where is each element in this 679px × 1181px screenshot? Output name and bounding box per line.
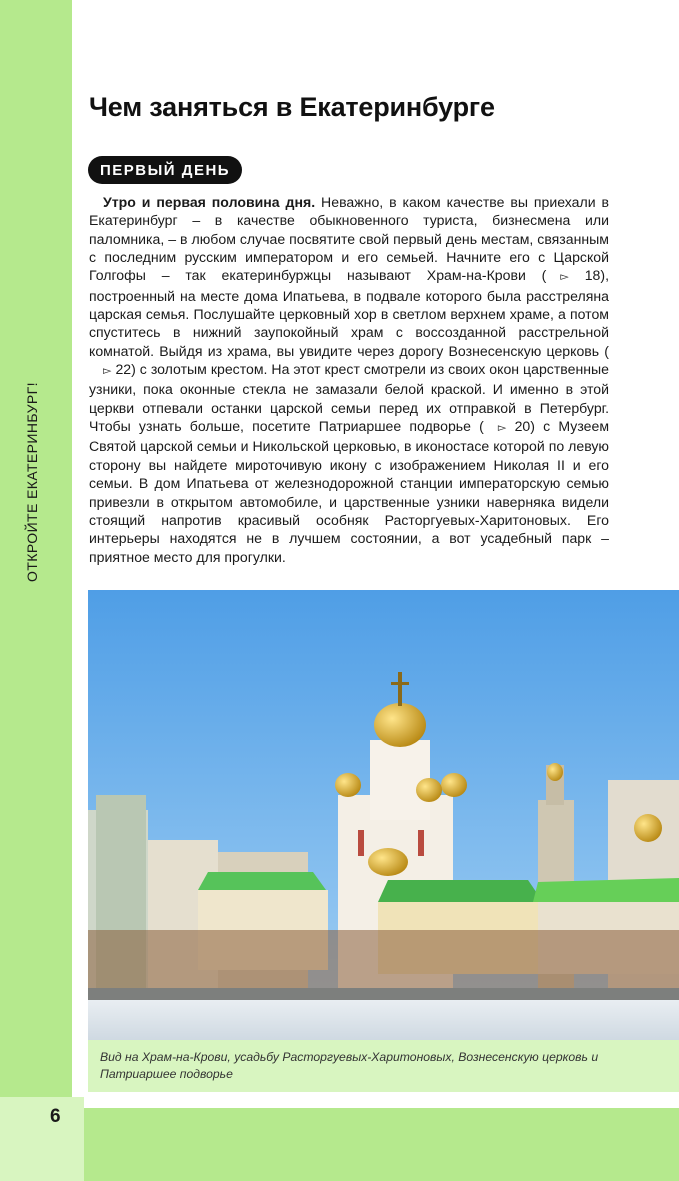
page-ref-2[interactable]: 22 bbox=[115, 361, 132, 378]
page-number-box bbox=[0, 1097, 84, 1181]
page-number: 6 bbox=[50, 1106, 61, 1127]
article-body bbox=[89, 193, 609, 566]
sidebar-chapter-text: ОТКРОЙТЕ ЕКАТЕРИНБУРГ! bbox=[24, 382, 40, 582]
article-text-3: ) с золотым крестом. На этот крест смотрели из своих окон царственные узники, пока оконные стекла не замазали белой краской. И именно в этой церкви отпевали останки царской семьи перед их отправкой в Петербург. Чтобы узнать больше, посетите Патриаршее подворье ( bbox=[89, 361, 609, 435]
article-text-1: Неважно, в каком качестве вы приехали в Екатеринбург – в качестве обыкновенного туриста, бизнесмена или паломника, – в любом случае посвятите свой первый день местам, связанным с последним русским императором и его семьей. Начните его с Царской Голгофы – так екатеринбуржцы называют Храм-на-Крови ( bbox=[89, 194, 609, 284]
sidebar-chapter-label bbox=[20, 384, 44, 580]
article-text-4: ) с Музеем Святой царской семьи и Никольской церковью, в иконостасе которой по левую сторону вы найдете мироточивую икону с изображением Николая II и его семьи. В дом Ипатьева от железнодорожной станции императорскую семью привезли в открытом автомобиле, и царственные узники наверняка видели стоящий напротив красивый особняк Расторгуевых-Харитоновых. Его интерьеры находятся не в лучшем состоянии, а вот усадебный парк – приятное место для прогулки. bbox=[89, 418, 610, 565]
article-paragraph bbox=[89, 193, 609, 566]
page-title: Чем заняться в Екатеринбурге bbox=[89, 92, 495, 122]
day-badge: ПЕРВЫЙ ДЕНЬ bbox=[88, 156, 242, 184]
cathedral-photo bbox=[88, 590, 679, 1040]
page-ref-1[interactable]: 18 bbox=[584, 267, 601, 284]
article-text-2: ), построенный на месте дома Ипатьева, в подвале которого была расстреляна царская семья. Послушайте церковный хор в светлом верхнем храме, а потом спуститесь в нижний заупокойный храм с воссозданной расстрельной комнатой. Выйдя из храма, вы увидите через дорогу Вознесенскую церковь ( bbox=[89, 267, 609, 359]
page-ref-3[interactable]: 20 bbox=[514, 418, 531, 435]
photo-caption: Вид на Храм-на-Крови, усадьбу Расторгуевых-Харитоновых, Вознесенскую церковь и Патриаршее подворье bbox=[100, 1050, 599, 1081]
bottom-band bbox=[84, 1108, 679, 1181]
page-reference-arrow-icon: ▻ bbox=[103, 365, 112, 378]
page-reference-arrow-icon: ▻ bbox=[497, 422, 507, 435]
page-reference-arrow-icon: ▻ bbox=[560, 271, 569, 284]
article-lead: Утро и первая половина дня. bbox=[103, 194, 316, 210]
